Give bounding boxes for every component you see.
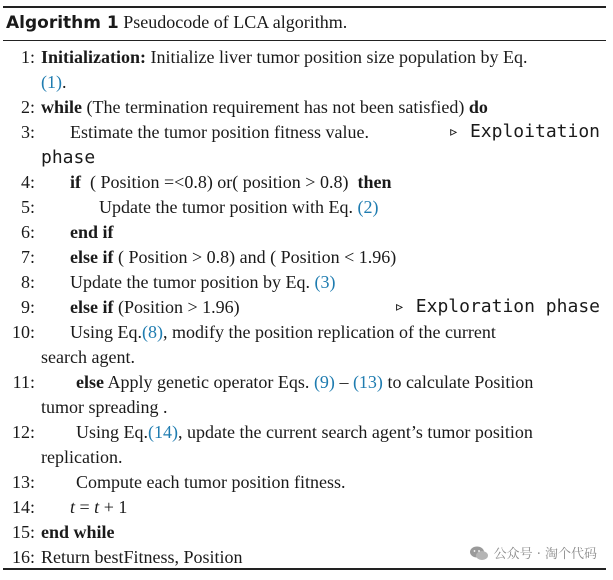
equation-link[interactable]: (13) bbox=[352, 372, 383, 392]
algorithm-block bbox=[3, 0, 606, 572]
line-number: 9: bbox=[20, 297, 35, 317]
equation-link[interactable]: (2) bbox=[357, 197, 379, 217]
line-end-while: end while bbox=[41, 522, 115, 542]
wechat-logo-icon bbox=[469, 546, 489, 560]
line-number: 8: bbox=[20, 272, 35, 292]
equation-link[interactable]: (14) bbox=[148, 422, 178, 442]
exploration-comment: ▹ Exploration phase bbox=[394, 296, 600, 317]
line-number: 14: bbox=[11, 497, 35, 517]
line-else-if-exploration: else if (Position > 1.96) ▹ Exploration phase bbox=[41, 295, 602, 320]
line-compute-fitness: Compute each tumor position fitness. bbox=[76, 472, 346, 492]
line-number: 16: bbox=[11, 547, 35, 567]
line-initialization: Initialization: Initialize liver tumor position size population by Eq. (1). bbox=[41, 47, 528, 92]
watermark-text: 公众号 · 淘个代码 bbox=[493, 547, 597, 562]
line-number: 7: bbox=[20, 247, 35, 267]
line-else-genetic: else Apply genetic operator Eqs. (9) – (13) to calculate Position tumor spreading . bbox=[41, 372, 534, 417]
line-if: if ( Position =<0.8) or( position > 0.8) then bbox=[70, 172, 392, 192]
line-using-eq14: Using Eq.(14), update the current search agent’s tumor position replication. bbox=[41, 422, 533, 467]
line-number: 4: bbox=[20, 172, 35, 192]
line-estimate-fitness: Estimate the tumor position fitness value. ▹ Exploitation phase bbox=[41, 121, 600, 168]
line-number: 5: bbox=[20, 197, 35, 217]
bottom-rule bbox=[3, 568, 606, 570]
top-rule bbox=[3, 6, 606, 8]
line-number: 2: bbox=[20, 97, 35, 117]
line-using-eq8: Using Eq.(8), modify the position replication of the current search agent. bbox=[41, 322, 496, 367]
equation-link[interactable]: (8) bbox=[142, 322, 163, 342]
line-number: 13: bbox=[11, 472, 35, 492]
line-number: 6: bbox=[20, 222, 35, 242]
line-update-eq3: Update the tumor position by Eq. (3) bbox=[70, 272, 336, 292]
line-return: Return bestFitness, Position bbox=[41, 547, 243, 567]
line-update-eq2: Update the tumor position with Eq. (2) bbox=[99, 197, 379, 217]
line-number: 11: bbox=[12, 372, 35, 392]
line-end-if: end if bbox=[70, 222, 114, 242]
line-number: 12: bbox=[11, 422, 35, 442]
equation-link[interactable]: (9) bbox=[313, 372, 335, 392]
algorithm-caption bbox=[6, 12, 347, 33]
line-while: while (The termination requirement has not been satisfied) do bbox=[41, 97, 488, 117]
caption-text: Pseudocode of LCA algorithm. bbox=[123, 12, 348, 32]
line-number: 10: bbox=[11, 322, 35, 342]
caption-label: Algorithm 1 bbox=[6, 13, 119, 33]
equation-link[interactable]: (1) bbox=[41, 71, 62, 92]
line-number: 1: bbox=[20, 47, 35, 67]
line-number: 15: bbox=[11, 522, 35, 542]
line-else-if-range: else if ( Position > 0.8) and ( Position < 1.96) bbox=[70, 247, 397, 267]
watermark bbox=[469, 543, 597, 562]
caption-rule bbox=[3, 40, 606, 41]
line-number: 3: bbox=[20, 122, 35, 142]
exploitation-comment: ▹ Exploitation bbox=[448, 121, 600, 142]
line-increment-t: t = t + 1 bbox=[70, 497, 128, 517]
equation-link[interactable]: (3) bbox=[314, 272, 336, 292]
